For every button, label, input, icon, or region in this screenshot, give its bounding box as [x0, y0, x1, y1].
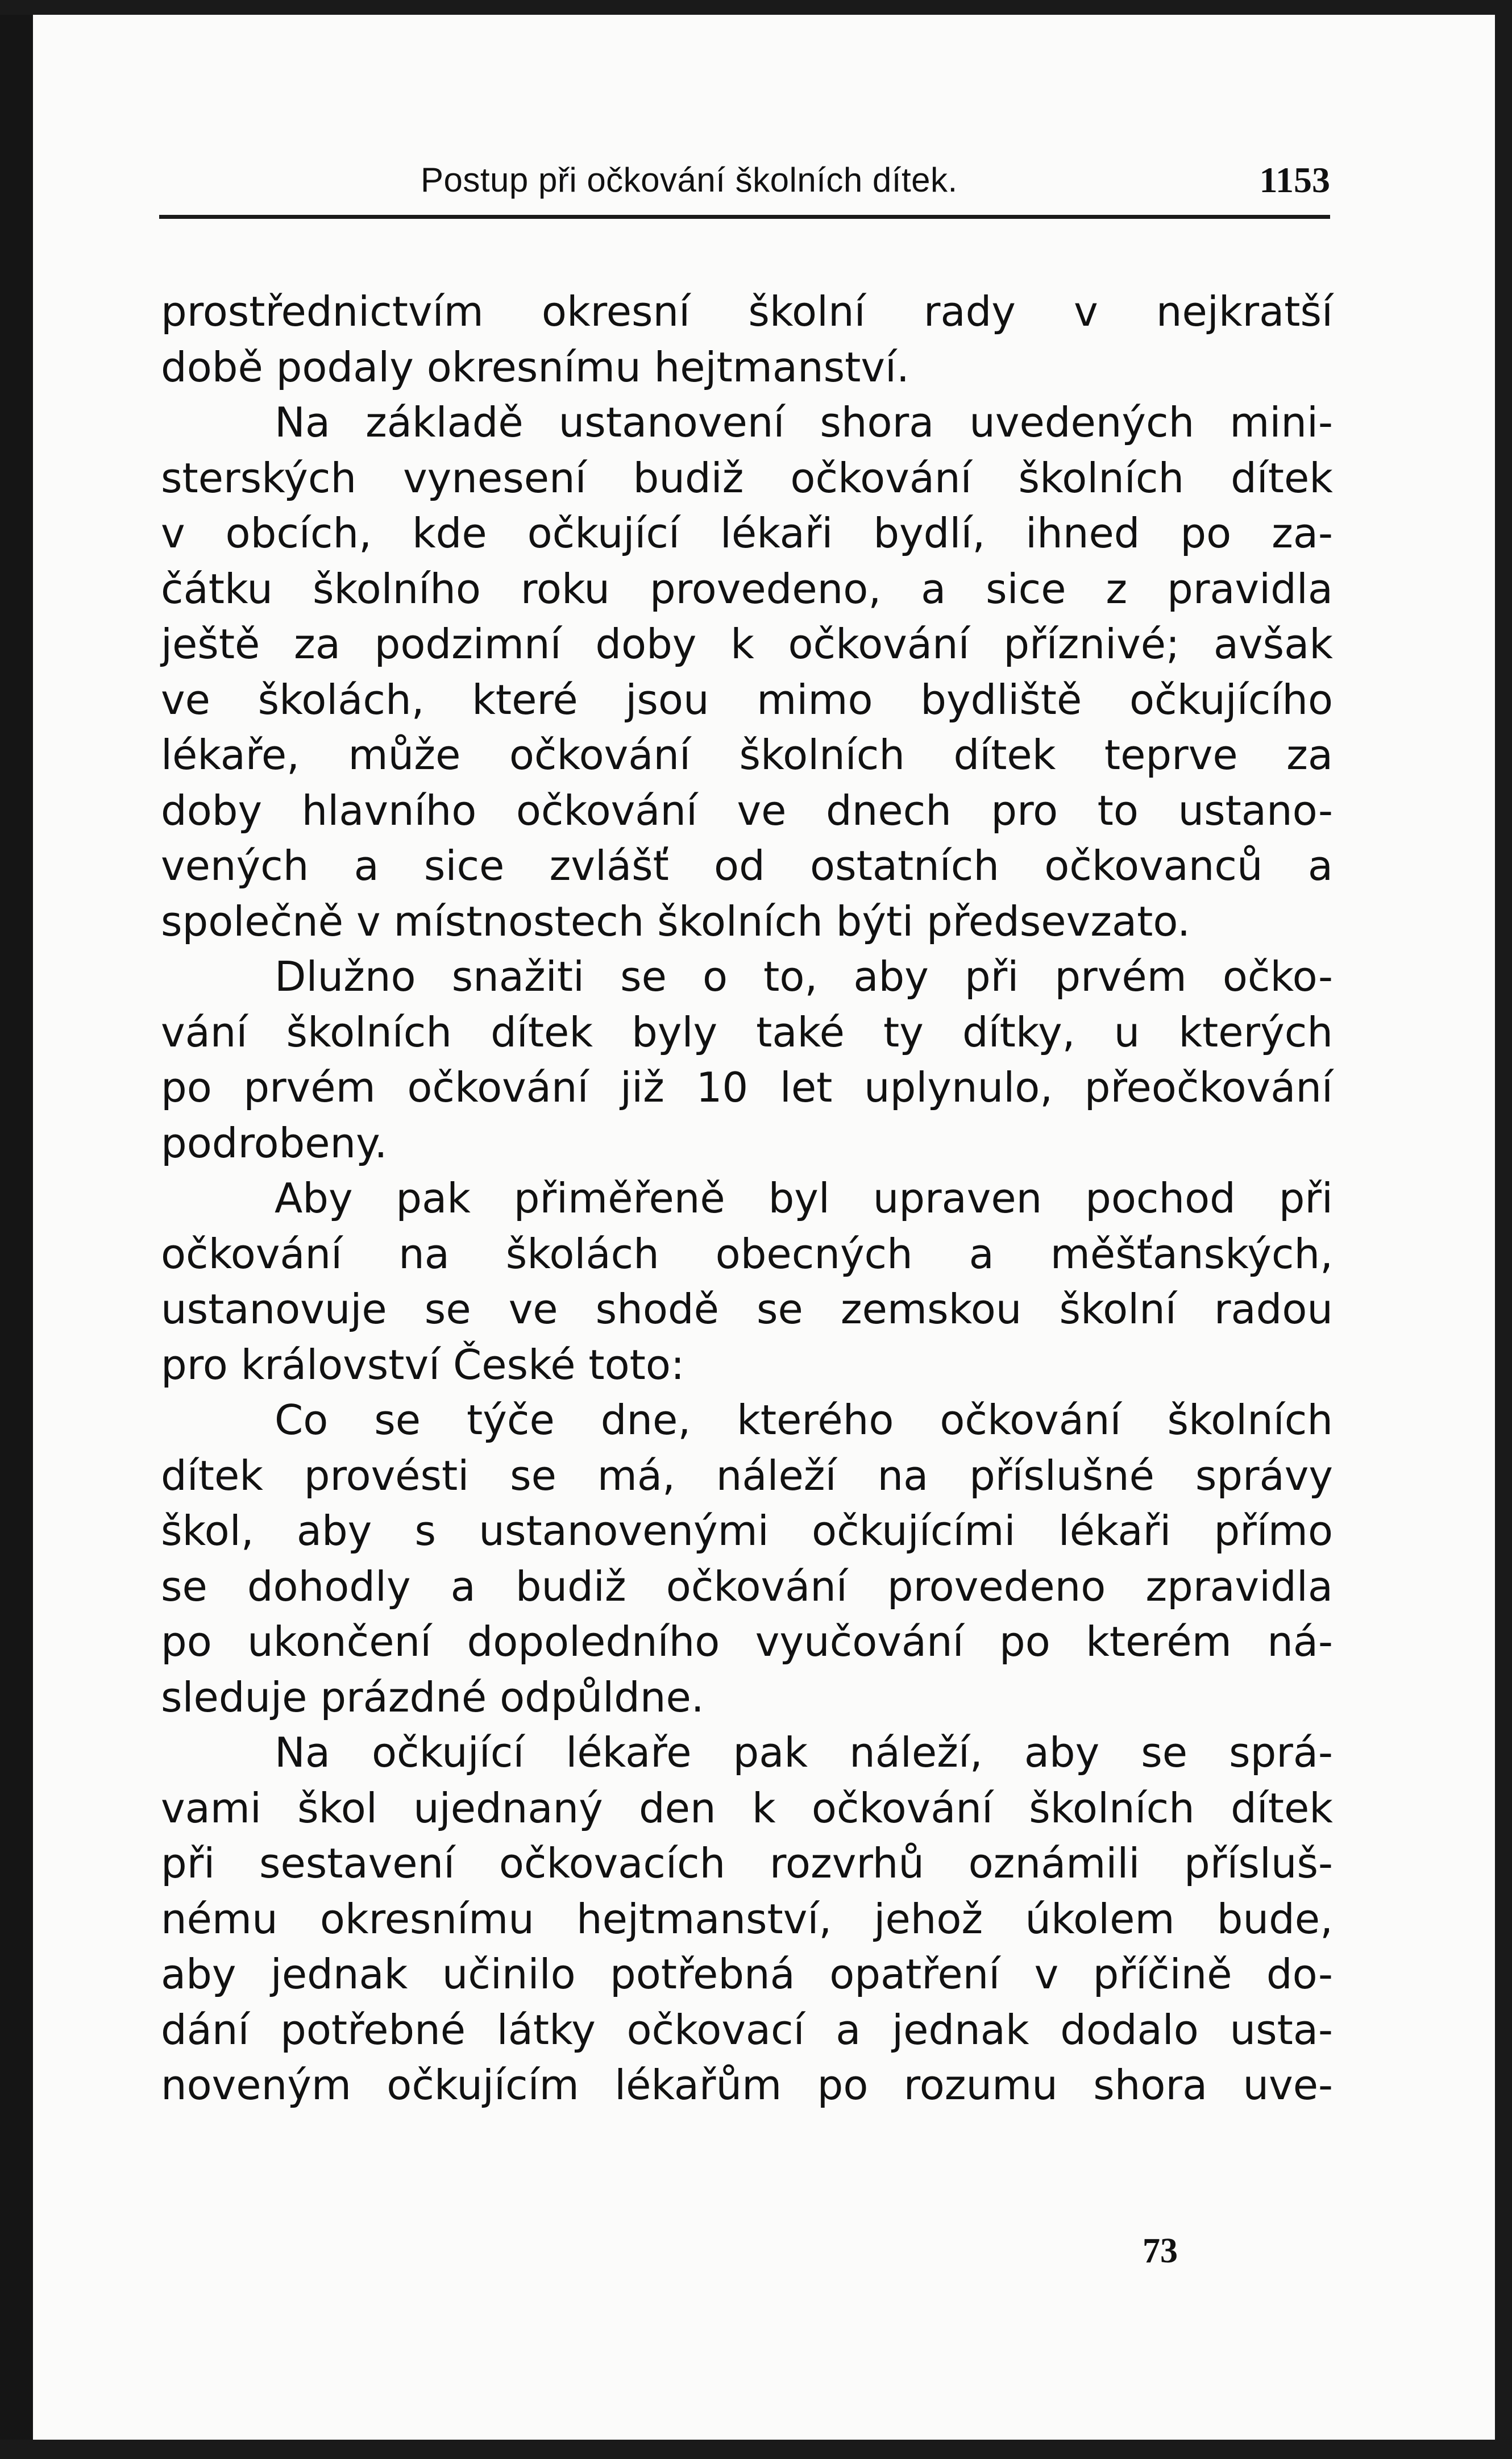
header-rule: [159, 215, 1330, 219]
text-line: prostřednictvím okresní školní rady v nejkratší: [161, 288, 1333, 335]
running-head: [159, 155, 1330, 206]
text-line: pro království České toto:: [161, 1340, 685, 1389]
text-line: aby jednak učinilo potřebná opatření v příčině do-: [161, 1950, 1333, 1998]
text-line: společně v místnostech školních býti předsevzato.: [161, 897, 1191, 945]
text-line: se dohodly a budiž očkování provedeno zpravidla: [161, 1562, 1333, 1610]
text-line: Co se týče dne, kterého očkování školních: [275, 1396, 1333, 1444]
text-line: Aby pak přiměřeně byl upraven pochod při: [275, 1174, 1333, 1222]
text-line: po ukončení dopoledního vyučování po kterém ná-: [161, 1618, 1333, 1665]
body-text: [161, 284, 1333, 2113]
signature-mark: 73: [1143, 2232, 1178, 2270]
text-line: vání školních dítek byly také ty dítky, u kterých: [161, 1008, 1333, 1056]
text-line: Na očkující lékaře pak náleží, aby se sprá-: [275, 1729, 1333, 1776]
text-line: sterských vynesení budiž očkování školních dítek: [161, 454, 1333, 502]
text-line: nému okresnímu hejtmanství, jehož úkolem bude,: [161, 1895, 1333, 1943]
text-line: dítek provésti se má, náleží na příslušné správy: [161, 1451, 1333, 1500]
text-line: škol, aby s ustanovenými očkujícími lékaři přímo: [161, 1507, 1333, 1555]
text-line: po prvém očkování již 10 let uplynulo, přeočkování: [161, 1064, 1333, 1111]
scan-border-bottom: [0, 2440, 1512, 2459]
scan-border-left: [0, 0, 33, 2459]
text-line: lékaře, může očkování školních dítek teprve za: [161, 731, 1333, 779]
text-line: doby hlavního očkování ve dnech pro to ustano-: [161, 786, 1333, 834]
text-line: noveným očkujícím lékařům po rozumu shora uve-: [161, 2061, 1333, 2109]
text-line: vených a sice zvlášť od ostatních očkovanců a: [161, 842, 1333, 890]
text-line: ve školách, které jsou mimo bydliště očkujícího: [161, 675, 1333, 724]
text-line: ustanovuje se ve shodě se zemskou školní radou: [161, 1285, 1333, 1333]
text-line: dání potřebné látky očkovací a jednak dodalo usta-: [161, 2005, 1333, 2054]
text-line: v obcích, kde očkující lékaři bydlí, ihned po za-: [161, 509, 1333, 557]
text-line: sleduje prázdné odpůldne.: [161, 1673, 704, 1721]
text-line: Dlužno snažiti se o to, aby při prvém očko-: [275, 953, 1333, 1000]
text-line: Na základě ustanovení shora uvedených mini-: [275, 398, 1333, 446]
text-line: době podaly okresnímu hejtmanství.: [161, 343, 909, 391]
running-title: Postup při očkování školních dítek.: [421, 161, 958, 199]
scan-border-right: [1495, 0, 1512, 2459]
scan-border-top: [0, 0, 1512, 15]
page-number: 1153: [1259, 160, 1330, 200]
text-line: při sestavení očkovacích rozvrhů oznámili přísluš-: [161, 1839, 1333, 1887]
text-line: ještě za podzimní doby k očkování příznivé; avšak: [161, 620, 1333, 668]
text-line: vami škol ujednaný den k očkování školních dítek: [161, 1784, 1333, 1832]
text-line: čátku školního roku provedeno, a sice z pravidla: [161, 564, 1333, 613]
text-line: očkování na školách obecných a měšťanských,: [161, 1230, 1333, 1278]
text-line: podrobeny.: [161, 1119, 388, 1167]
